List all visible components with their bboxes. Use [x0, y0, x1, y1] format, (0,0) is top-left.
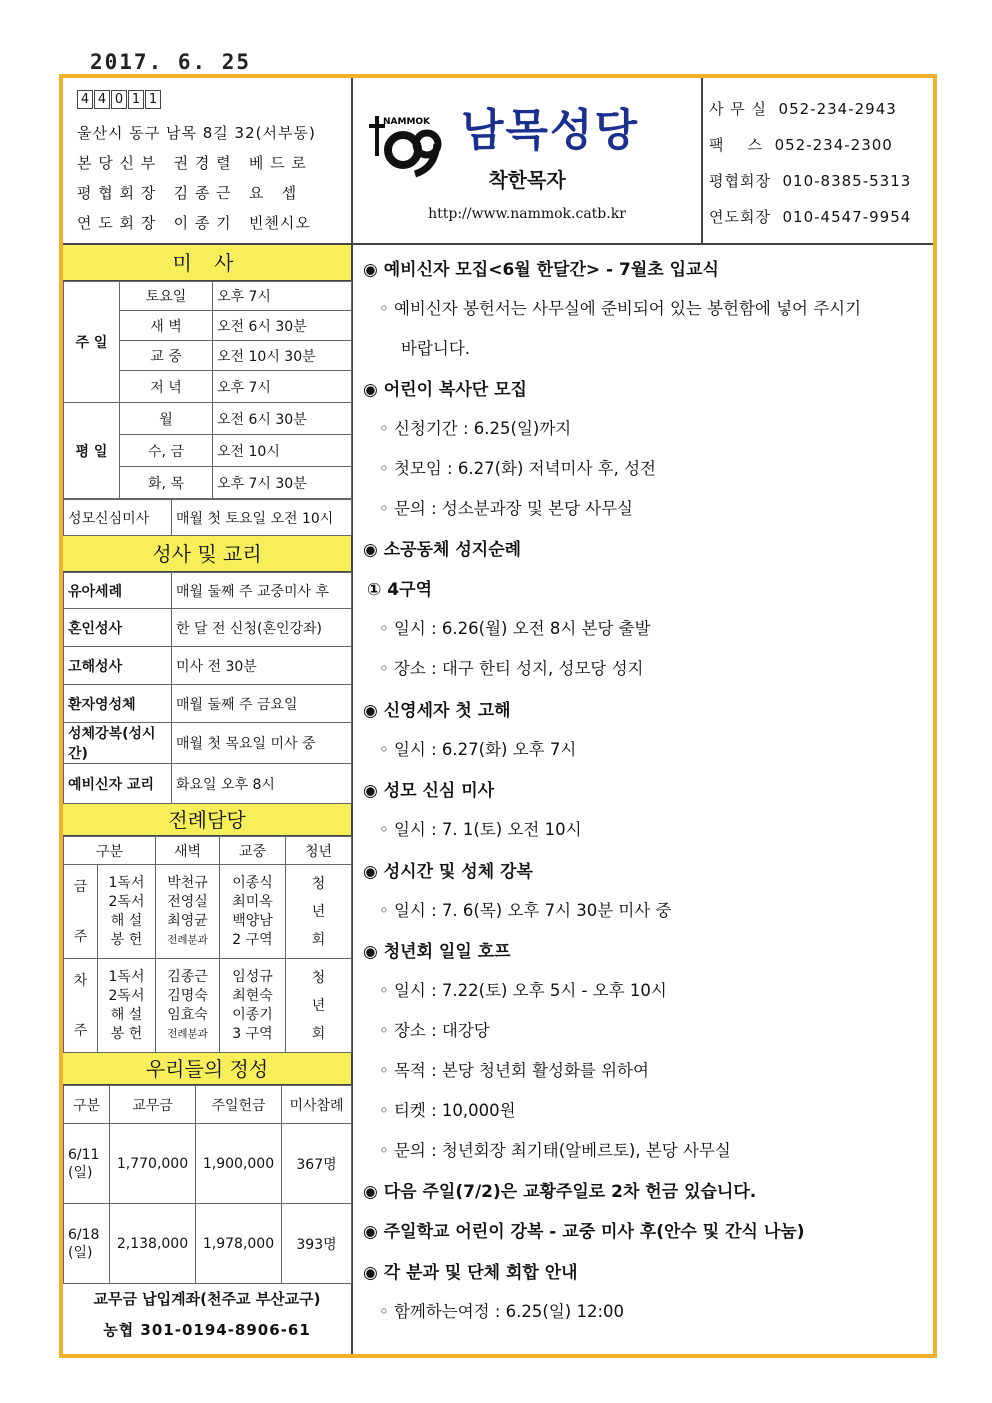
- special-mass-table: [63, 499, 352, 536]
- bulletin-date: 2017. 6. 25: [90, 50, 252, 74]
- mass-time: 오후 7시 30분: [213, 467, 352, 499]
- sacrament-name: 환자영성체: [64, 685, 172, 723]
- notice-detail: ◦ 함께하는여정 : 6.25(일) 12:00: [379, 1302, 625, 1321]
- mass-day: 새 벽: [120, 311, 213, 341]
- liturgy-cell-line: 청: [311, 969, 326, 986]
- weekday-label: 평 일: [64, 403, 120, 499]
- sacrament-row: [64, 685, 352, 723]
- week-label: 차: [73, 972, 88, 989]
- sacrament-name: 성체강복(성시간): [64, 723, 172, 764]
- liturgy-header: 구분: [64, 837, 156, 865]
- notice-heading: ① 4구역: [367, 580, 432, 600]
- mass-title: 미 사: [63, 245, 351, 281]
- zip-digit: 1: [145, 90, 161, 109]
- notice-heading: ◉ 성시간 및 성체 강복: [363, 862, 533, 882]
- offerings-header: 구분: [64, 1086, 110, 1124]
- liturgy-cell-line: 이종식: [232, 874, 273, 891]
- liturgy-cell-line: 전영실: [167, 893, 208, 910]
- notice-detail: ◦ 문의 : 청년회장 최기태(알베르토), 본당 사무실: [379, 1141, 731, 1160]
- mass-time: 오전 6시 30분: [213, 403, 352, 435]
- contact-info: [703, 78, 933, 243]
- offering-collection: 1,978,000: [196, 1204, 282, 1284]
- liturgy-cell-line: 박천규: [167, 874, 208, 891]
- liturgy-cell-line: 회: [311, 1025, 326, 1042]
- liturgy-cell-line: 3 구역: [232, 1025, 273, 1042]
- mass-time: 오전 10시 30분: [213, 341, 352, 371]
- notice-heading: ◉ 다음 주일(7/2)은 교황주일로 2차 헌금 있습니다.: [363, 1182, 757, 1202]
- notice-detail: ◦ 일시 : 6.27(화) 오후 7시: [379, 740, 577, 759]
- sacrament-row: [64, 647, 352, 685]
- liturgy-cell-line: 전례분과: [167, 933, 208, 946]
- liturgy-cell-line: 김종근: [167, 968, 208, 985]
- liturgy-cell-line: 봉 헌: [110, 1025, 143, 1042]
- offerings-header: 주일헌금: [196, 1086, 282, 1124]
- special-mass-label: 성모신심미사: [64, 500, 172, 536]
- liturgy-cell-line: 임성규: [232, 968, 273, 985]
- account-title: 교무금 납입계좌(천주교 부산교구): [93, 1290, 321, 1308]
- week-label: 주: [73, 1022, 88, 1039]
- offering-dues: 2,138,000: [110, 1204, 196, 1284]
- liturgy-cell-line: 년: [311, 903, 326, 920]
- offering-collection: 1,900,000: [196, 1124, 282, 1204]
- logo-text: NAMMOK: [383, 117, 431, 127]
- mass-time: 오후 7시: [213, 282, 352, 311]
- liturgy-week-row: [64, 959, 352, 1053]
- sacrament-desc: 미사 전 30분: [172, 647, 352, 685]
- notice-heading: ◉ 신영세자 첫 고해: [363, 701, 511, 721]
- liturgy-header: 교중: [220, 837, 286, 865]
- header: [63, 78, 933, 245]
- zip-digit: 4: [94, 90, 110, 109]
- contact-office: 사 무 실 052-234-2943: [709, 100, 897, 118]
- postal-code: [77, 90, 162, 109]
- liturgy-cell-line: 김명숙: [167, 987, 208, 1004]
- liturgy-cell-line: 전례분과: [167, 1027, 208, 1040]
- mass-time: 오전 6시 30분: [213, 311, 352, 341]
- sacrament-desc: 한 달 전 신청(혼인강좌): [172, 609, 352, 647]
- notice-detail: ◦ 문의 : 성소분과장 및 본당 사무실: [379, 499, 633, 518]
- liturgy-cell-line: 회: [311, 931, 326, 948]
- sacraments-table: [63, 572, 352, 804]
- sacraments-title: 성사 및 교리: [63, 536, 351, 572]
- liturgy-cell-line: 최영균: [167, 912, 208, 929]
- notice-heading: ◉ 각 분과 및 단체 회합 안내: [363, 1263, 578, 1283]
- liturgy-cell-line: 1독서: [108, 968, 145, 985]
- offering-attendance: 393명: [282, 1204, 352, 1284]
- offering-attendance: 367명: [282, 1124, 352, 1204]
- notice-heading: ◉ 예비신자 모집<6월 한달간> - 7월초 입교식: [363, 260, 719, 280]
- notice-detail: 바랍니다.: [401, 339, 471, 358]
- liturgy-cell-line: 2 구역: [232, 931, 273, 948]
- offerings-header: 미사참례: [282, 1086, 352, 1124]
- mass-day: 교 중: [120, 341, 213, 371]
- liturgy-cell-line: 1독서: [108, 874, 145, 891]
- sacrament-row: [64, 609, 352, 647]
- liturgy-cell-line: 년: [311, 997, 326, 1014]
- parish-title-block: [353, 78, 703, 243]
- notice-detail: ◦ 목적 : 본당 청년회 활성화를 위하여: [379, 1061, 649, 1080]
- zip-digit: 0: [111, 90, 127, 109]
- sacrament-desc: 매월 둘째 주 금요일: [172, 685, 352, 723]
- mass-day: 토요일: [120, 282, 213, 311]
- sacrament-row: [64, 764, 352, 804]
- offering-day: (일): [68, 1164, 93, 1181]
- liturgy-cell-line: 최현숙: [232, 987, 273, 1004]
- mass-day: 화, 목: [120, 467, 213, 499]
- notice-detail: ◦ 예비신자 봉헌서는 사무실에 준비되어 있는 봉헌함에 넣어 주시기: [379, 299, 862, 318]
- offering-date: 6/18: [68, 1226, 100, 1243]
- notice-heading: ◉ 어린이 복사단 모집: [363, 380, 527, 400]
- sacrament-desc: 화요일 오후 8시: [172, 764, 352, 804]
- mass-time: 오후 7시: [213, 371, 352, 403]
- offerings-table: [63, 1085, 352, 1284]
- zip-digit: 4: [77, 90, 93, 109]
- liturgy-week-row: [64, 865, 352, 959]
- offering-day: (일): [68, 1244, 93, 1261]
- mass-day: 월: [120, 403, 213, 435]
- sacrament-desc: 매월 첫 목요일 미사 중: [172, 723, 352, 764]
- mass-time: 오전 10시: [213, 435, 352, 467]
- liturgy-title: 전례담당: [63, 804, 351, 836]
- liturgy-cell-line: 해 설: [110, 1006, 143, 1023]
- notices-column: [353, 245, 933, 1354]
- staff-yeondo-president: 연 도 회 장 이 종 기 빈첸시오: [77, 214, 311, 232]
- offerings-title: 우리들의 정성: [63, 1053, 351, 1085]
- offering-row: [64, 1204, 352, 1284]
- liturgy-header: 새벽: [156, 837, 220, 865]
- week-label: 금: [73, 878, 88, 895]
- notice-detail: ◦ 신청기간 : 6.25(일)까지: [379, 419, 572, 438]
- sacrament-row: [64, 573, 352, 609]
- week-label: 주: [73, 928, 88, 945]
- notice-detail: ◦ 첫모임 : 6.27(화) 저녁미사 후, 성전: [379, 459, 656, 478]
- special-mass-time: 매월 첫 토요일 오전 10시: [172, 500, 352, 536]
- liturgy-cell-line: 해 설: [110, 912, 143, 929]
- contact-council: 평협회장 010-8385-5313: [709, 172, 912, 190]
- parish-info: [63, 78, 353, 243]
- parish-url-link[interactable]: http://www.nammok.catb.kr: [428, 206, 626, 222]
- notice-detail: ◦ 일시 : 6.26(월) 오전 8시 본당 출발: [379, 619, 651, 638]
- offerings-header: 교무금: [110, 1086, 196, 1124]
- sacrament-name: 고해성사: [64, 647, 172, 685]
- notice-detail: ◦ 일시 : 7. 1(토) 오전 10시: [379, 820, 582, 839]
- liturgy-table: [63, 836, 352, 1053]
- liturgy-cell-line: 봉 헌: [110, 931, 143, 948]
- notice-heading: ◉ 소공동체 성지순례: [363, 540, 522, 560]
- offering-row: [64, 1124, 352, 1204]
- mass-day: 저 녁: [120, 371, 213, 403]
- bulletin-motto: 착한목자: [488, 168, 566, 192]
- liturgy-cell-line: 청: [311, 875, 326, 892]
- zip-digit: 1: [128, 90, 144, 109]
- notice-detail: ◦ 일시 : 7. 6(목) 오후 7시 30분 미사 중: [379, 901, 672, 920]
- sunday-label: 주 일: [64, 282, 120, 403]
- notice-detail: ◦ 장소 : 대구 한티 성지, 성모당 성지: [379, 659, 644, 678]
- sacrament-name: 유아세례: [64, 573, 172, 609]
- bulletin-frame: [59, 74, 937, 1358]
- account-info: [63, 1278, 351, 1354]
- contact-yeondo: 연도회장 010-4547-9954: [709, 208, 912, 226]
- liturgy-cell-line: 2독서: [108, 987, 145, 1004]
- sacrament-desc: 매월 둘째 주 교중미사 후: [172, 573, 352, 609]
- account-number: 농협 301-0194-8906-61: [103, 1321, 311, 1339]
- liturgy-cell-line: 임효숙: [167, 1006, 208, 1023]
- offering-date: 6/11: [68, 1146, 100, 1163]
- sacrament-name: 혼인성사: [64, 609, 172, 647]
- offering-dues: 1,770,000: [110, 1124, 196, 1204]
- liturgy-cell-line: 최미옥: [232, 893, 273, 910]
- liturgy-cell-line: 이종기: [232, 1006, 273, 1023]
- liturgy-cell-line: 2독서: [108, 893, 145, 910]
- notice-heading: ◉ 성모 신심 미사: [363, 781, 495, 801]
- address: 울산시 동구 남목 8길 32(서부동): [77, 124, 316, 142]
- mass-day: 수, 금: [120, 435, 213, 467]
- notice-detail: ◦ 일시 : 7.22(토) 오후 5시 - 오후 10시: [379, 981, 667, 1000]
- contact-fax: 팩 스 052-234-2300: [709, 136, 893, 154]
- liturgy-header: 청년: [286, 837, 352, 865]
- sacrament-name: 예비신자 교리: [64, 764, 172, 804]
- staff-council-president: 평 협 회 장 김 종 근 요 셉: [77, 184, 298, 202]
- staff-pastor: 본 당 신 부 권 경 렬 베 드 로: [77, 154, 307, 172]
- notice-detail: ◦ 장소 : 대강당: [379, 1021, 490, 1040]
- mass-schedule-table: [63, 281, 352, 499]
- notice-heading: ◉ 청년회 일일 호프: [363, 942, 511, 962]
- notice-heading: ◉ 주일학교 어린이 강복 - 교중 미사 후(안수 및 간식 나눔): [363, 1222, 805, 1242]
- parish-name: 남목성당: [461, 105, 640, 156]
- left-column: [63, 245, 353, 1354]
- sacrament-row: [64, 723, 352, 764]
- notice-detail: ◦ 티켓 : 10,000원: [379, 1101, 516, 1120]
- liturgy-cell-line: 백양남: [232, 912, 273, 929]
